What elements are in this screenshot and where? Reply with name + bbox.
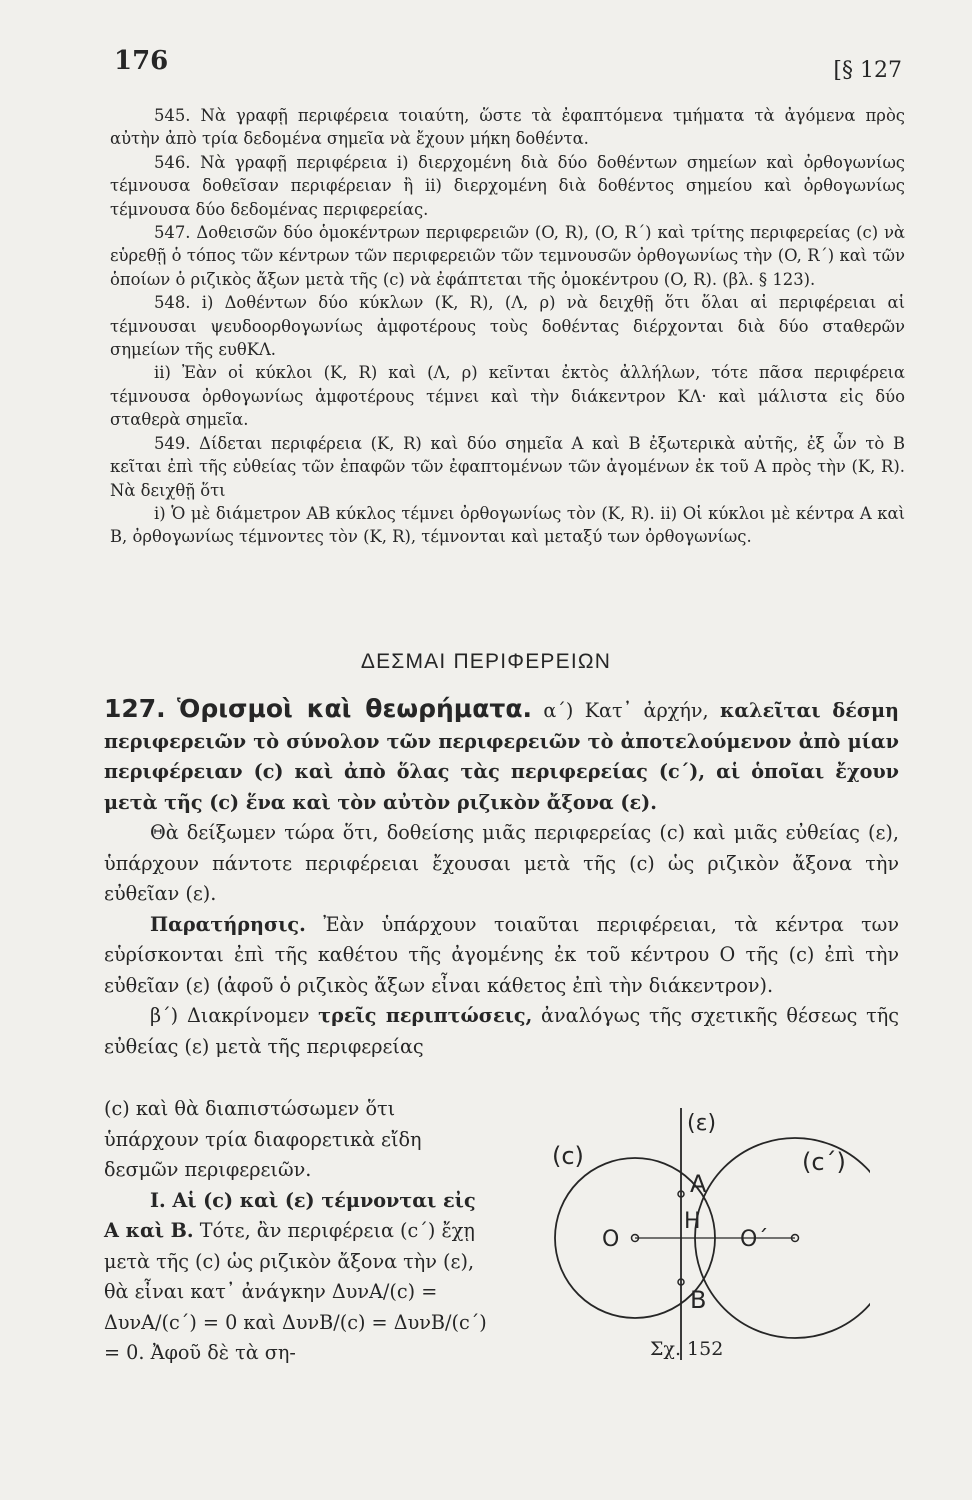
remark-paragraph: [104, 910, 899, 1002]
section-body: [104, 694, 899, 1062]
figure-caption: Σχ. 152: [650, 1338, 724, 1360]
exercise-548: [110, 291, 905, 361]
case-1: [104, 1186, 494, 1369]
narrow-column: [104, 1094, 494, 1369]
figure-152: [540, 1100, 870, 1370]
exercise-number: 546.: [154, 152, 191, 172]
label-c: (c): [552, 1142, 584, 1170]
exercise-text: Νὰ γραφῇ περιφέρεια τοιαύτη, ὥστε τὰ ἐφαπτόμενα τμήματα τὰ ἀγόμενα πρὸς αὐτὴν ἀπὸ τρία δεδομένα σημεῖα νὰ ἔχουν μήκη δοθέντα.: [110, 106, 905, 149]
exercise-text: i) Δοθέντων δύο κύκλων (K, R), (Λ, ρ) νὰ δειχθῇ ὅτι ὅλαι αἱ περιφέρειαι αἱ τέμνουσαι ψευδοορθογωνίως ἀμφοτέρους τοὺς δοθέντας διέρχονται διὰ δύο σταθερῶν σημείων τῆς ευθΚΛ.: [110, 293, 905, 360]
exercise-547: [110, 221, 905, 291]
exercise-text: Νὰ γραφῇ περιφέρεια i) διερχομένη διὰ δύο δοθέντων σημείων καὶ ὀρθογωνίως τέμνουσα δοθεῖσαν περιφέρειαν ἢ ii) διερχομένη διὰ δοθέντος σημείου καὶ ὀρθογωνίως τέμνουσα δύο δεδομένας περιφερείας.: [110, 152, 905, 219]
label-c-prime: (c΄): [802, 1148, 846, 1176]
paragraph-2-cont: (c) καὶ θὰ διαπιστώσωμεν ὅτι ὑπάρχουν τρία διαφορετικὰ εἴδη δεσμῶν περιφερειῶν.: [104, 1097, 422, 1181]
remark-label: Παρατήρησις.: [150, 912, 306, 936]
exercise-number: 545.: [154, 106, 191, 125]
exercise-text: Δίδεται περιφέρεια (K, R) καὶ δύο σημεῖα A καὶ B ἐξωτερικὰ αὐτῆς, ἐξ ὧν τὸ B κεῖται ἐπὶ τῆς εὐθείας τῶν ἐπαφῶν τῶν ἐφαπτομένων τῶν ἀγομένων ἐκ τοῦ A πρὸς τὴν (K, R). Νὰ δειχθῇ ὅτι: [110, 433, 905, 500]
intro-mark: α΄) Κατ᾽ ἀρχήν,: [543, 699, 709, 722]
case-1-text: Τότε, ἂν περιφέρεια (c΄) ἔχῃ μετὰ τῆς (c) ὡς ριζικὸν ἄξονα τὴν (ε), θὰ εἶναι κατ᾽ ἀνάγκην ΔυνA/(c) = ΔυνA/(c΄) = 0 καὶ ΔυνB/(c) = ΔυνB/(c΄) = 0. Ἀφοῦ δὲ τὰ ση-: [104, 1219, 487, 1364]
label-B: B: [690, 1286, 707, 1314]
exercise-text: ii) Ἐὰν οἱ κύκλοι (K, R) καὶ (Λ, ρ) κεῖνται ἐκτὸς ἀλλήλων, τότε πᾶσα περιφέρεια τέμνουσα ὀρθογωνίως ἀμφοτέρους τέμνει καὶ τὴν διάκεντρον ΚΛ· καὶ μάλιστα εἰς δύο σταθερὰ σημεῖα.: [110, 363, 905, 430]
remark-text: Ἐὰν ὑπάρχουν τοιαῦται περιφέρειαι, τὰ κέντρα των εὑρίσκονται ἐπὶ τῆς καθέτου τῆς ἀγομένης ἐκ τοῦ κέντρου O τῆς (c) ἐπὶ τὴν εὐθεῖαν (ε) (ἀφοῦ ὁ ριζικὸς ἄξων εἶναι κάθετος ἐπὶ τὴν διάκεντρον).: [104, 912, 899, 997]
chapter-title: ΔΕΣΜΑΙ ΠΕΡΙΦΕΡΕΙΩΝ: [360, 650, 612, 673]
exercise-list: [110, 104, 905, 549]
exercise-number: 549.: [154, 433, 191, 453]
label-A: A: [690, 1170, 707, 1198]
paragraph-2: β΄) Διακρίνομεν τρεῖς περιπτώσεις, ἀναλόγως τῆς σχετικῆς θέσεως τῆς εὐθείας (ε) μετὰ τῆς περιφερείας: [104, 1004, 899, 1058]
definition-text: καλεῖται δέσμη περιφερειῶν τὸ σύνολον τῶν περιφερειῶν τὸ ἀποτελούμενον ἀπὸ μίαν περιφέρειαν (c) καὶ ἀπὸ ὅλας τὰς περιφερείας (c΄), αἱ ὁποῖαι ἔχουν μετὰ τῆς (c) ἕνα καὶ τὸν αὐτὸν ριζικὸν ἄξονα (ε).: [104, 699, 900, 814]
section-reference: [§ 127: [833, 58, 902, 83]
cases-emphasis: τρεῖς περιπτώσεις,: [318, 1004, 533, 1027]
section-number: 127.: [104, 694, 166, 723]
case-1-title: I. Αἱ (c) καὶ (ε) τέμνονται εἰς A καὶ B.: [104, 1188, 476, 1242]
exercise-number: 548.: [154, 293, 191, 313]
page-number: 176: [114, 46, 169, 76]
label-H: H: [684, 1209, 701, 1234]
section-title: Ὁρισμοὶ καὶ θεωρήματα.: [177, 694, 533, 723]
exercise-548-ii: [110, 361, 905, 431]
label-epsilon: (ε): [687, 1111, 717, 1136]
definition-paragraph: [104, 694, 899, 818]
exercise-text: Δοθεισῶν δύο ὁμοκέντρων περιφερειῶν (O, R), (O, R΄) καὶ τρίτης περιφερείας (c) νὰ εὑρεθῇ ὁ τόπος τῶν κέντρων τῶν περιφερειῶν τῶν τεμνουσῶν ὀρθογωνίως τὴν (O, R΄) καὶ τῶν ὁποίων ὁ ριζικὸς ἄξων μετὰ τῆς (c) νὰ ἐφάπτεται τῆς ὁμοκέντρου (O, R). (βλ. § 123).: [110, 223, 905, 289]
exercise-number: 547.: [154, 223, 191, 243]
exercise-545: [110, 104, 905, 151]
exercise-549: [110, 432, 905, 502]
exercise-546: [110, 151, 905, 221]
exercise-text: i) Ὁ μὲ διάμετρον AB κύκλος τέμνει ὀρθογωνίως τὸν (K, R). ii) Οἱ κύκλοι μὲ κέντρα A καὶ B, ὀρθογωνίως τέμνοντες τὸν (K, R), τέμνονται καὶ μεταξύ των ὀρθογωνίως.: [110, 503, 905, 547]
label-O-prime: O΄: [740, 1227, 769, 1252]
exercise-549-parts: [110, 502, 905, 549]
paragraph-1: Θὰ δείξωμεν τώρα ὅτι, δοθείσης μιᾶς περιφερείας (c) καὶ μιᾶς εὐθείας (ε), ὑπάρχουν πάντοτε περιφέρειαι ἔχουσαι μετὰ τῆς (c) ὡς ριζικὸν ἄξονα τὴν εὐθεῖαν (ε).: [104, 821, 899, 905]
label-O: O: [602, 1227, 620, 1252]
